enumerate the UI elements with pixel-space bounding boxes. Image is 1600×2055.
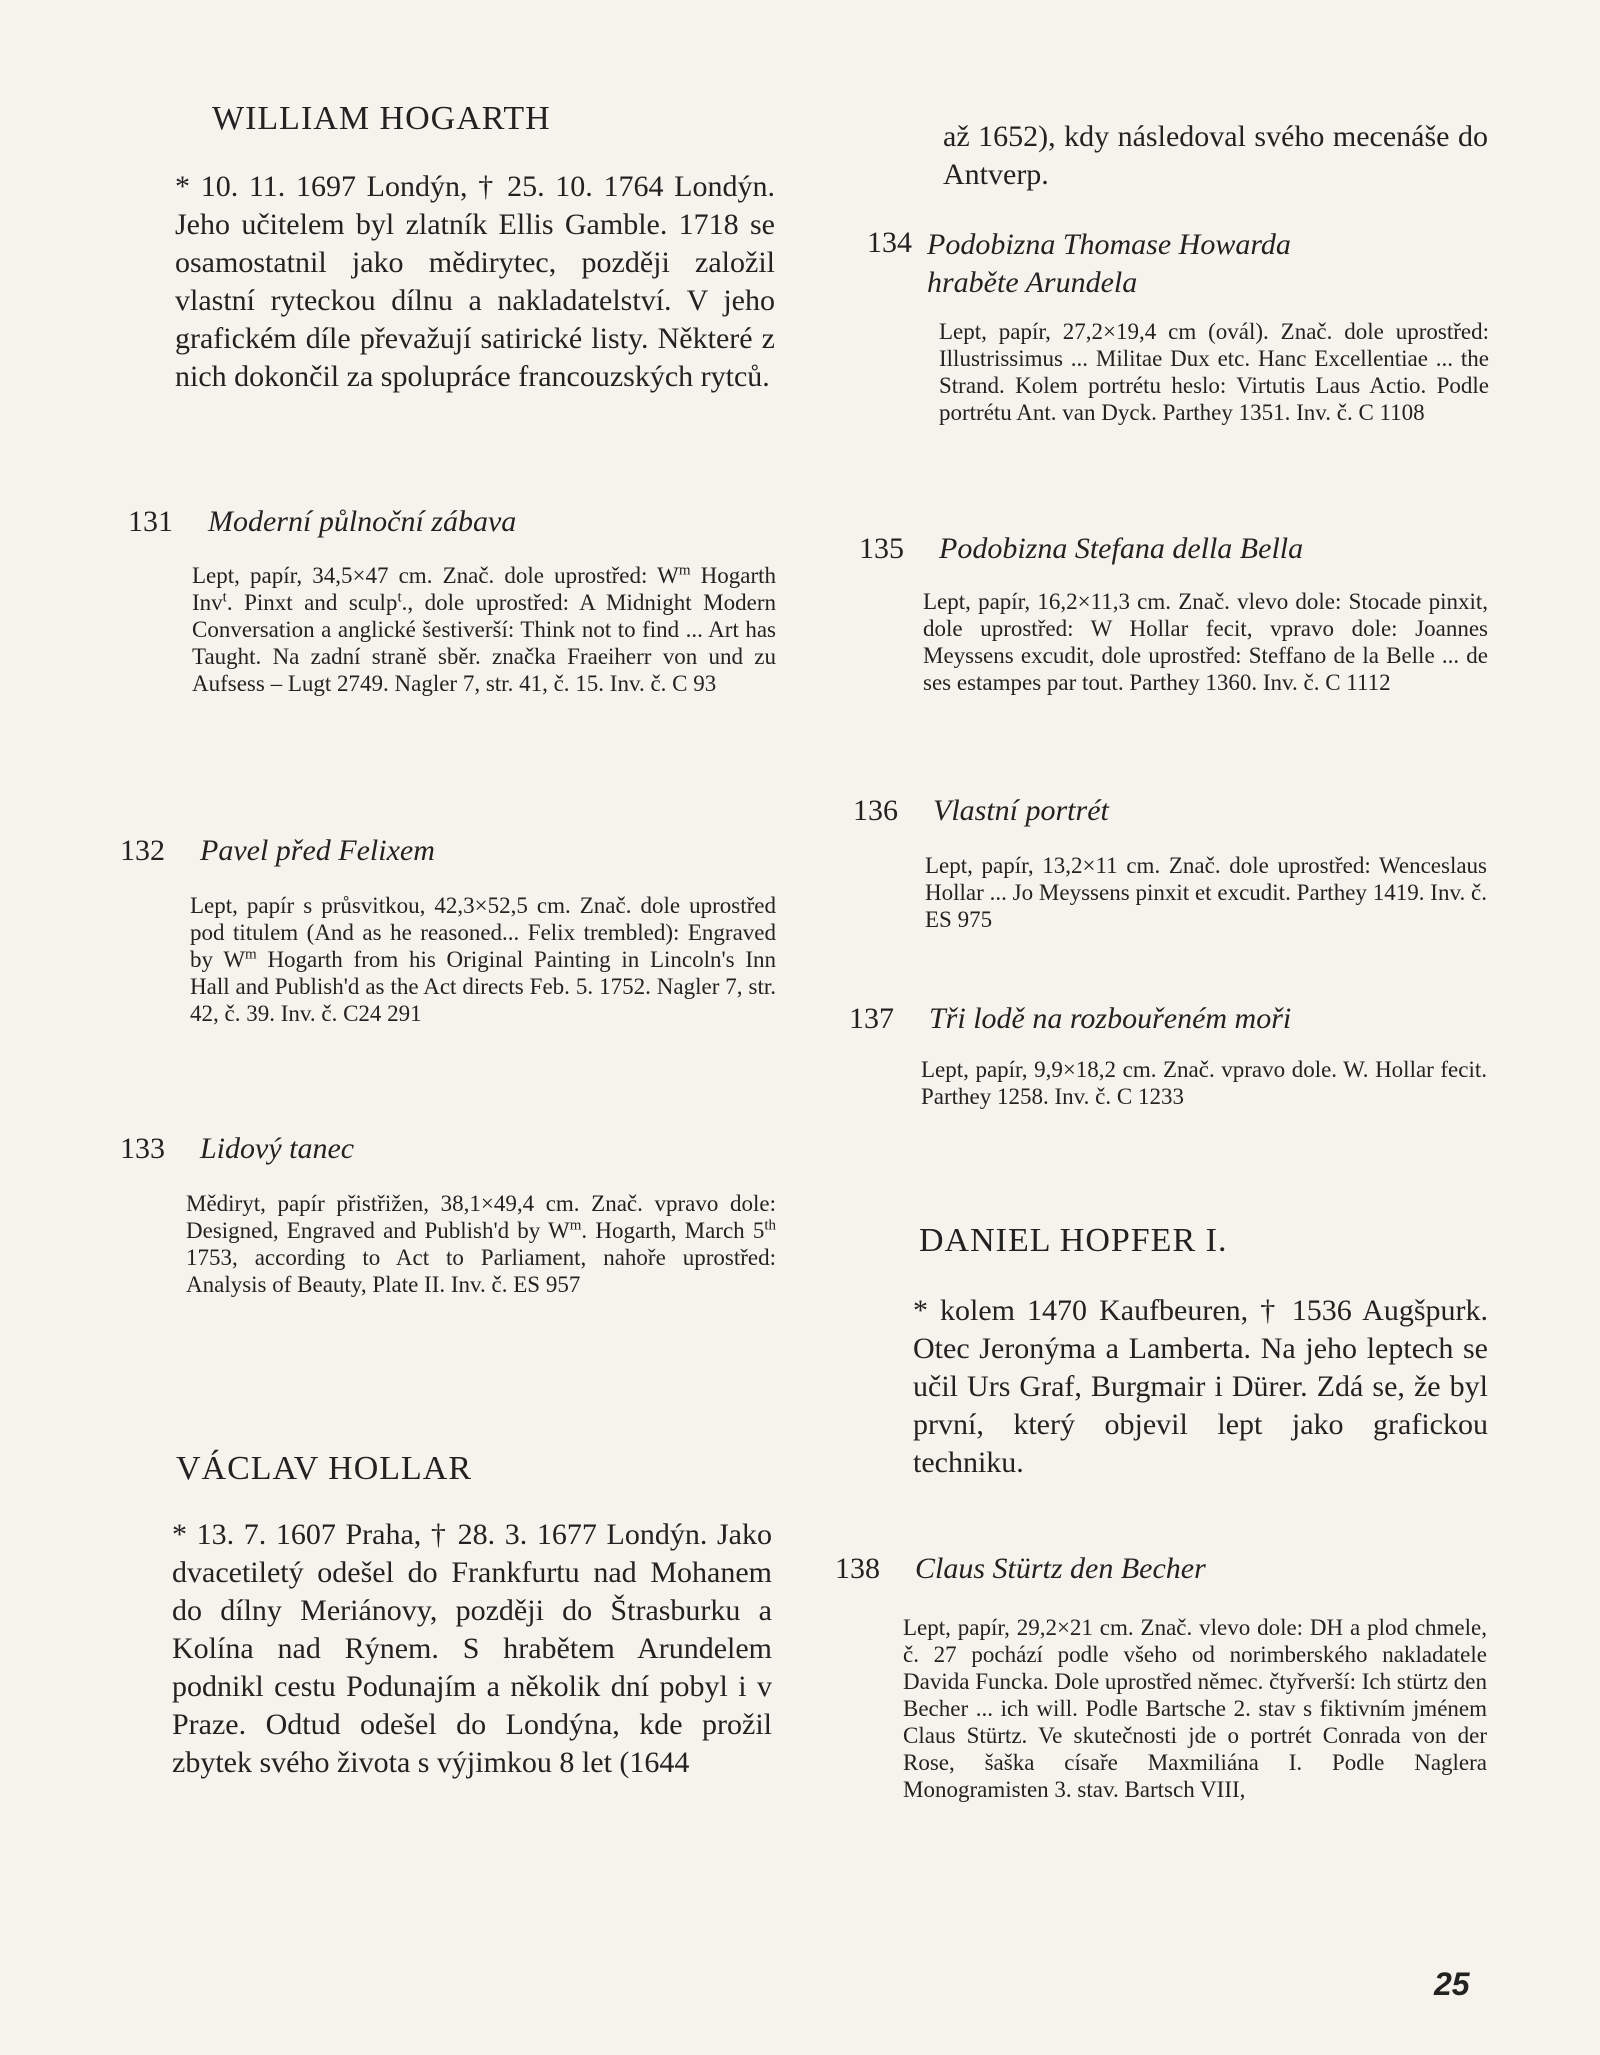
catalog-entry-137 <box>849 1002 1291 1036</box>
superscript: t <box>222 589 227 606</box>
artist-bio-hopfer: * kolem 1470 Kaufbeuren, † 1536 Augšpurk. Otec Jeronýma a Lamberta. Na jeho leptech se učil Urs Graf, Burgmair i Dürer. Zdá se, že byl první, který objevil lept jako grafickou techniku. <box>913 1294 1488 1479</box>
entry-number: 132 <box>120 834 165 867</box>
artist-bio-hogarth: * 10. 11. 1697 Londýn, † 25. 10. 1764 Londýn. Jeho učitelem byl zlatník Ellis Gamble. 1718 se osamostatnil jako mědirytec, později založil vlastní ryteckou dílnu a nakladatelství. V jeho grafickém díle převažují satirické listy. Některé z nich dokončil za spolupráce francouzských rytců. <box>175 170 775 393</box>
entry-description-136: Lept, papír, 13,2×11 cm. Znač. dole uprostřed: Wenceslaus Hollar ... Jo Meyssens pinxit et excudit. Parthey 1419. Inv. č. ES 975 <box>925 853 1487 932</box>
desc-text: . Pinxt and sculp <box>226 590 398 615</box>
superscript: m <box>245 946 257 963</box>
desc-text: Lept, papír s průsvitkou, 42,3×52,5 cm. Znač. dole uprostřed pod titulem (And as he reasoned... Felix trembled): Engraved by W <box>190 893 776 972</box>
desc-text: Mědiryt, papír přistřižen, 38,1×49,4 cm. Znač. vpravo dole: Designed, Engraved and Publish'd by W <box>186 1191 776 1243</box>
desc-text: ., dole uprostřed: A Midnight Modern Conversation a anglické šestiverší: Think not to find ... Art has Taught. Na zadní straně sběr. značka Fraeiherr von und zu Aufsess – Lugt 2749. Nagler 7, str. 41, č. 15. Inv. č. C 93 <box>192 590 776 696</box>
desc-text: Hogarth Inv <box>192 563 776 615</box>
entry-title: Claus Stürtz den Becher <box>915 1552 1206 1585</box>
catalog-entry-138 <box>835 1552 1206 1586</box>
catalog-entry-136 <box>853 794 1109 828</box>
desc-text: Lept, papír, 34,5×47 cm. Znač. dole uprostřed: W <box>192 563 679 588</box>
artist-heading-hollar: VÁCLAV HOLLAR <box>176 1450 473 1487</box>
page-number: 25 <box>1434 1966 1470 2002</box>
superscript: m <box>678 562 691 579</box>
entry-number: 134 <box>867 226 912 259</box>
entry-title: Moderní půlnoční zábava <box>208 505 517 538</box>
desc-text: . Hogarth, March 5 <box>581 1218 765 1243</box>
entry-number: 137 <box>849 1002 894 1035</box>
superscript: th <box>764 1217 776 1234</box>
entry-description-132 <box>190 892 776 1027</box>
entry-number: 136 <box>853 794 898 827</box>
entry-number: 138 <box>835 1552 880 1585</box>
entry-title: Tři lodě na rozbouřeném moři <box>929 1002 1292 1035</box>
entry-title: Podobizna Stefana della Bella <box>939 532 1304 565</box>
entry-title: Lidový tanec <box>200 1132 355 1165</box>
catalog-entry-135 <box>859 532 1303 566</box>
entry-title-134: Podobizna Thomase Howarda hraběte Arundela <box>927 228 1291 299</box>
entry-title: Vlastní portrét <box>933 794 1109 827</box>
entry-title: Pavel před Felixem <box>200 834 435 867</box>
artist-heading-hogarth: WILLIAM HOGARTH <box>212 100 551 137</box>
entry-description-135: Lept, papír, 16,2×11,3 cm. Znač. vlevo dole: Stocade pinxit, dole uprostřed: W Hollar fecit, vpravo dole: Joannes Meyssens excudit, dole uprostřed: Steffano de la Belle ... de ses estampes par tout. Parthey 1360. Inv. č. C 1112 <box>923 589 1488 695</box>
entry-number: 131 <box>128 505 173 538</box>
entry-number: 133 <box>120 1132 165 1165</box>
superscript: t <box>397 589 402 606</box>
superscript: m <box>569 1217 582 1234</box>
catalog-entry-133 <box>120 1132 354 1166</box>
entry-number: 135 <box>859 532 904 565</box>
catalog-entry-131 <box>128 505 516 539</box>
entry-description-131 <box>192 562 776 697</box>
entry-description-137: Lept, papír, 9,9×18,2 cm. Znač. vpravo dole. W. Hollar fecit. Parthey 1258. Inv. č. C 1233 <box>921 1057 1487 1109</box>
artist-heading-hopfer: DANIEL HOPFER I. <box>919 1222 1228 1259</box>
catalog-entry-132 <box>120 834 435 868</box>
desc-text: 1753, according to Act to Parliament, nahoře uprostřed: Analysis of Beauty, Plate II. Inv. č. ES 957 <box>186 1245 776 1297</box>
artist-bio-hollar: * 13. 7. 1607 Praha, † 28. 3. 1677 Londýn. Jako dvacetiletý odešel do Frankfurtu nad Mohanem do dílny Meriánovy, později do Štrasburku a Kolína nad Rýnem. S hrabětem Arundelem podnikl cestu Podunajím a několik dní pobyl i v Praze. Odtud odešel do Londýna, kde prožil zbytek svého života s výjimkou 8 let (1644 <box>172 1518 772 1779</box>
entry-description-138: Lept, papír, 29,2×21 cm. Znač. vlevo dole: DH a plod chmele, č. 27 pochází podle všeho od norimberského nakladatele Davida Funcka. Dole uprostřed němec. čtyřverší: Ich stürtz den Becher ... ich will. Podle Bartsche 2. stav s fiktivním jménem Claus Stürtz. Ve skutečnosti jde o portrét Conrada von der Rose, šaška císaře Maxmiliána I. Podle Naglera Monogramisten 3. stav. Bartsch VIII, <box>903 1615 1487 1802</box>
desc-text: Hogarth from his Original Painting in Lincoln's Inn Hall and Publish'd as the Act directs Feb. 5. 1752. Nagler 7, str. 42, č. 39. Inv. č. C24 291 <box>190 947 776 1026</box>
entry-description-134: Lept, papír, 27,2×19,4 cm (ovál). Znač. dole uprostřed: Illustrissimus ... Militae Dux etc. Hanc Excellentiae ... the Strand. Kolem portrétu heslo: Virtutis Laus Actio. Podle portrétu Ant. van Dyck. Parthey 1351. Inv. č. C 1108 <box>939 319 1489 425</box>
artist-bio-hollar-continued: až 1652), kdy následoval svého mecenáše do Antverp. <box>943 120 1488 191</box>
entry-description-133 <box>186 1190 776 1298</box>
